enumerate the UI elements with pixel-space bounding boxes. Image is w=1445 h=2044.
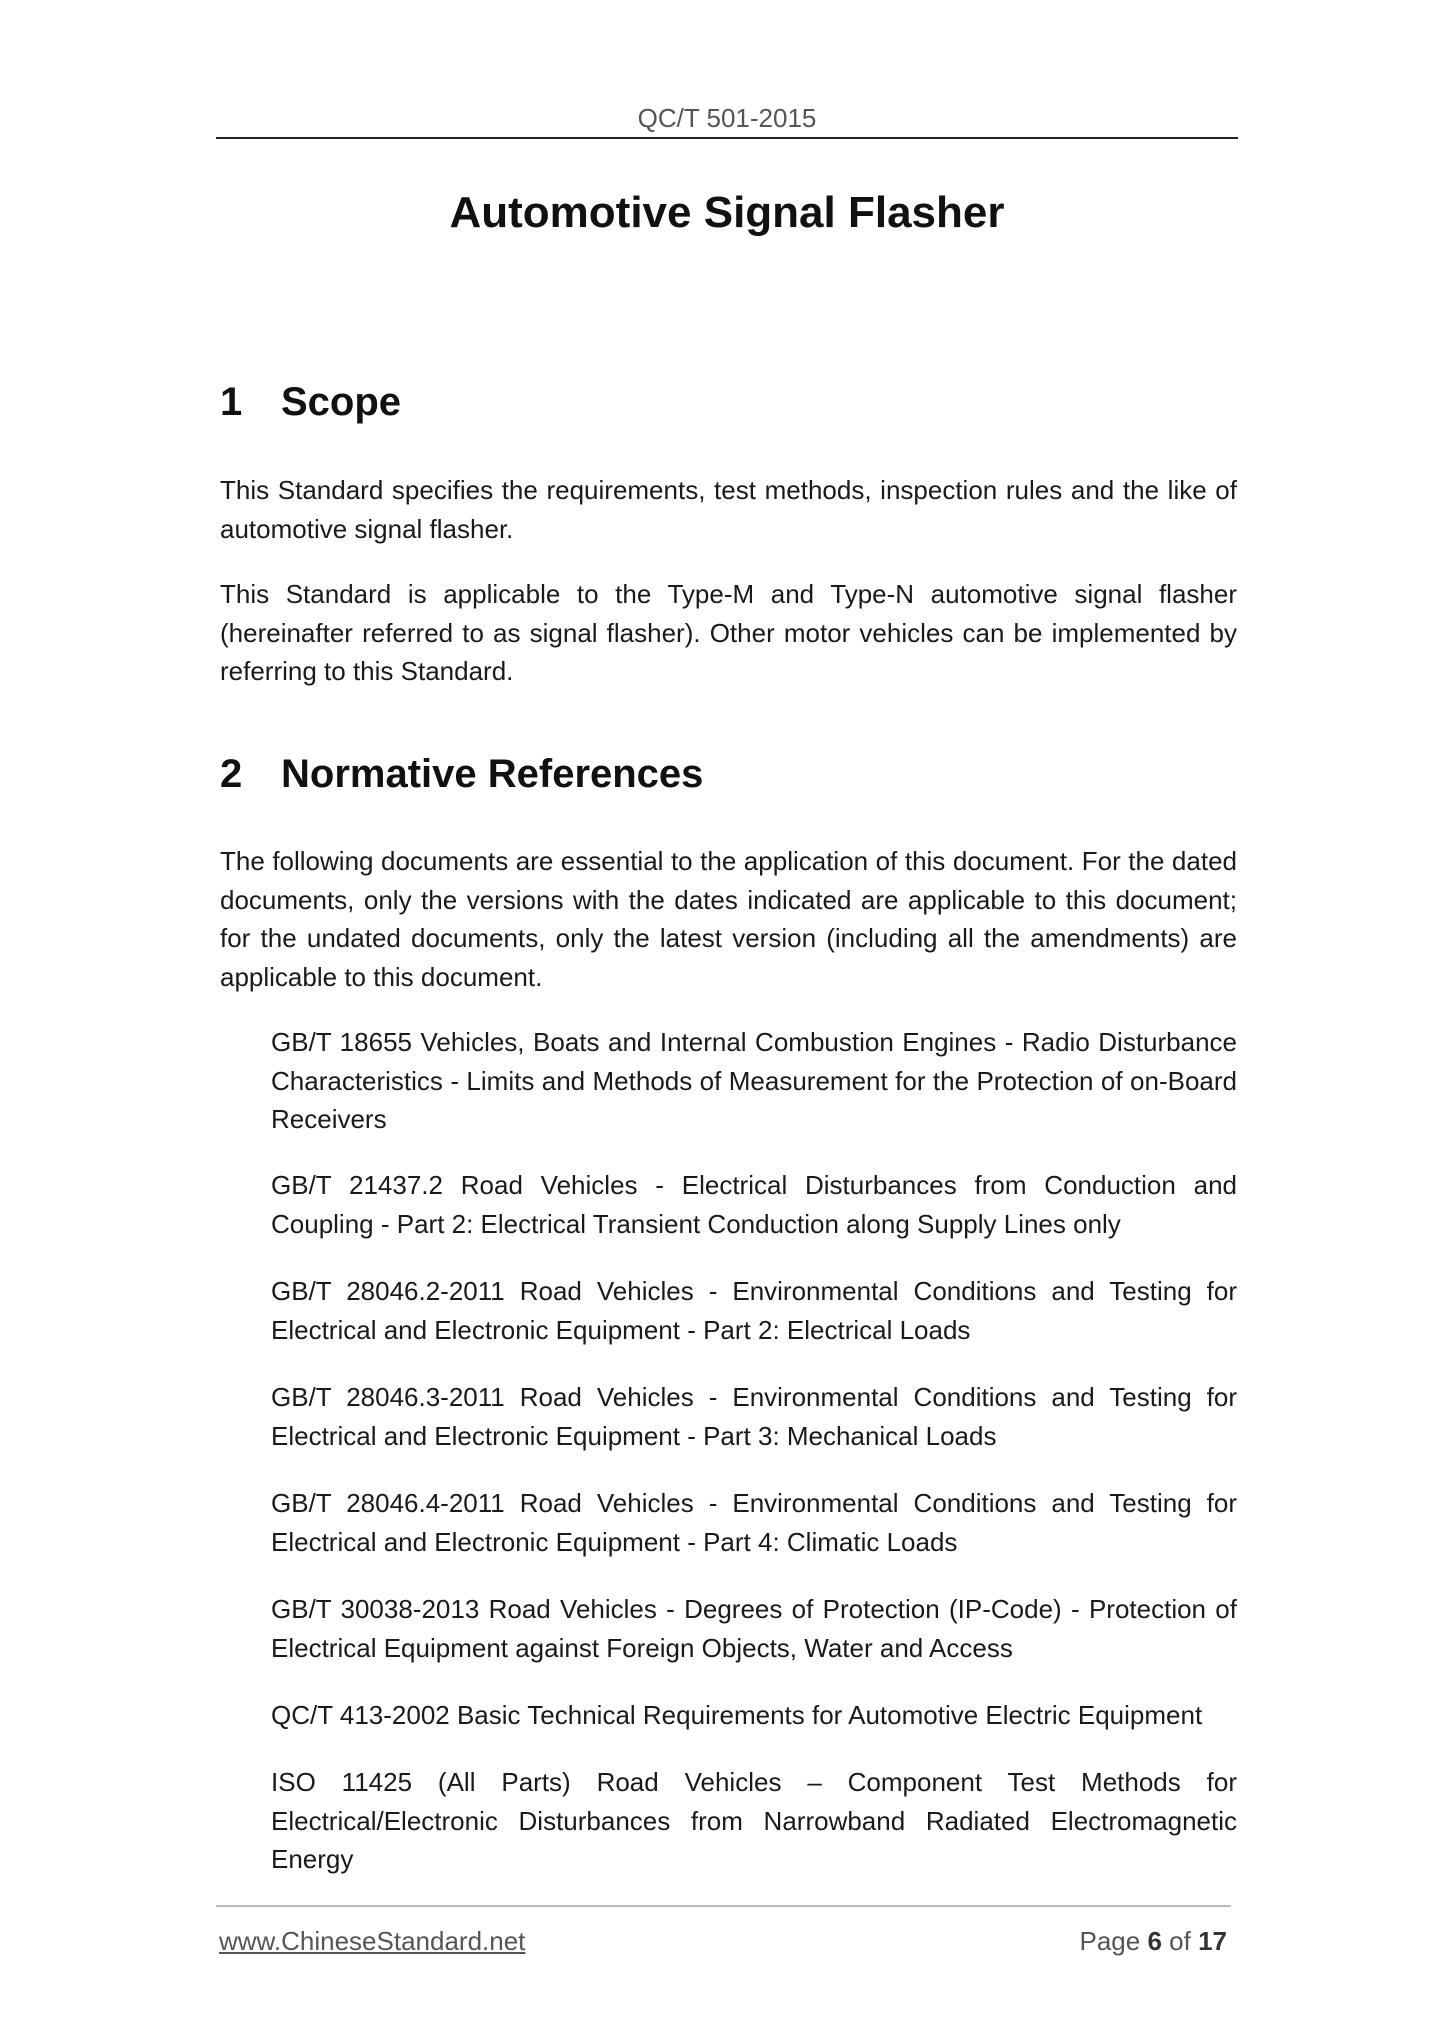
page-indicator: [1079, 1924, 1227, 1958]
header-divider: [216, 137, 1238, 139]
reference-item: ISO 11425 (All Parts) Road Vehicles – Component Test Methods for Electrical/Electronic Disturbances from Narrowband Radiated Electromagnetic Energy: [271, 1767, 1237, 1874]
page-prefix: Page: [1079, 1926, 1141, 1956]
section-title: Normative References: [281, 752, 704, 796]
normative-references-intro: The following documents are essential to the application of this document. For the dated documents, only the versions with the dates indicated are applicable to this document; for the undated documents, only the latest version (including all the amendments) are applicable to this document.: [220, 846, 1237, 992]
footer-divider: [216, 1905, 1231, 1907]
reference-item: GB/T 30038-2013 Road Vehicles - Degrees of Protection (IP-Code) - Protection of Electrical Equipment against Foreign Objects, Water and Access: [271, 1594, 1237, 1663]
reference-item: QC/T 413-2002 Basic Technical Requirements for Automotive Electric Equipment: [271, 1700, 1203, 1730]
header-standard-code: QC/T 501-2015: [637, 103, 817, 133]
section-number: 1: [220, 380, 243, 424]
scope-paragraph-1: This Standard specifies the requirements, test methods, inspection rules and the like of automotive signal flasher.: [220, 475, 1237, 544]
reference-item: GB/T 18655 Vehicles, Boats and Internal Combustion Engines - Radio Disturbance Characteristics - Limits and Methods of Measurement for the Protection of on-Board Receivers: [271, 1027, 1237, 1134]
page-current: 6: [1147, 1926, 1162, 1956]
scope-paragraph-2: This Standard is applicable to the Type-M and Type-N automotive signal flasher (hereinafter referred to as signal flasher). Other motor vehicles can be implemented by referring to this Standard.: [220, 579, 1237, 686]
section-heading-scope: [220, 377, 401, 427]
page-total: 17: [1198, 1926, 1227, 1956]
website-link[interactable]: www.ChineseStandard.net: [219, 1926, 526, 1956]
section-heading-normative-references: [220, 749, 703, 799]
section-title: Scope: [281, 380, 402, 424]
reference-item: GB/T 21437.2 Road Vehicles - Electrical Disturbances from Conduction and Coupling - Part 2: Electrical Transient Conduction along Supply Lines only: [271, 1170, 1237, 1239]
document-title: Automotive Signal Flasher: [449, 188, 1005, 237]
reference-item: GB/T 28046.2-2011 Road Vehicles - Environmental Conditions and Testing for Electrical and Electronic Equipment - Part 2: Electrical Loads: [271, 1276, 1237, 1345]
reference-item: GB/T 28046.3-2011 Road Vehicles - Environmental Conditions and Testing for Electrical and Electronic Equipment - Part 3: Mechanical Loads: [271, 1382, 1237, 1451]
reference-item: GB/T 28046.4-2011 Road Vehicles - Environmental Conditions and Testing for Electrical and Electronic Equipment - Part 4: Climatic Loads: [271, 1488, 1237, 1557]
section-number: 2: [220, 752, 243, 796]
page-of: of: [1169, 1926, 1191, 1956]
